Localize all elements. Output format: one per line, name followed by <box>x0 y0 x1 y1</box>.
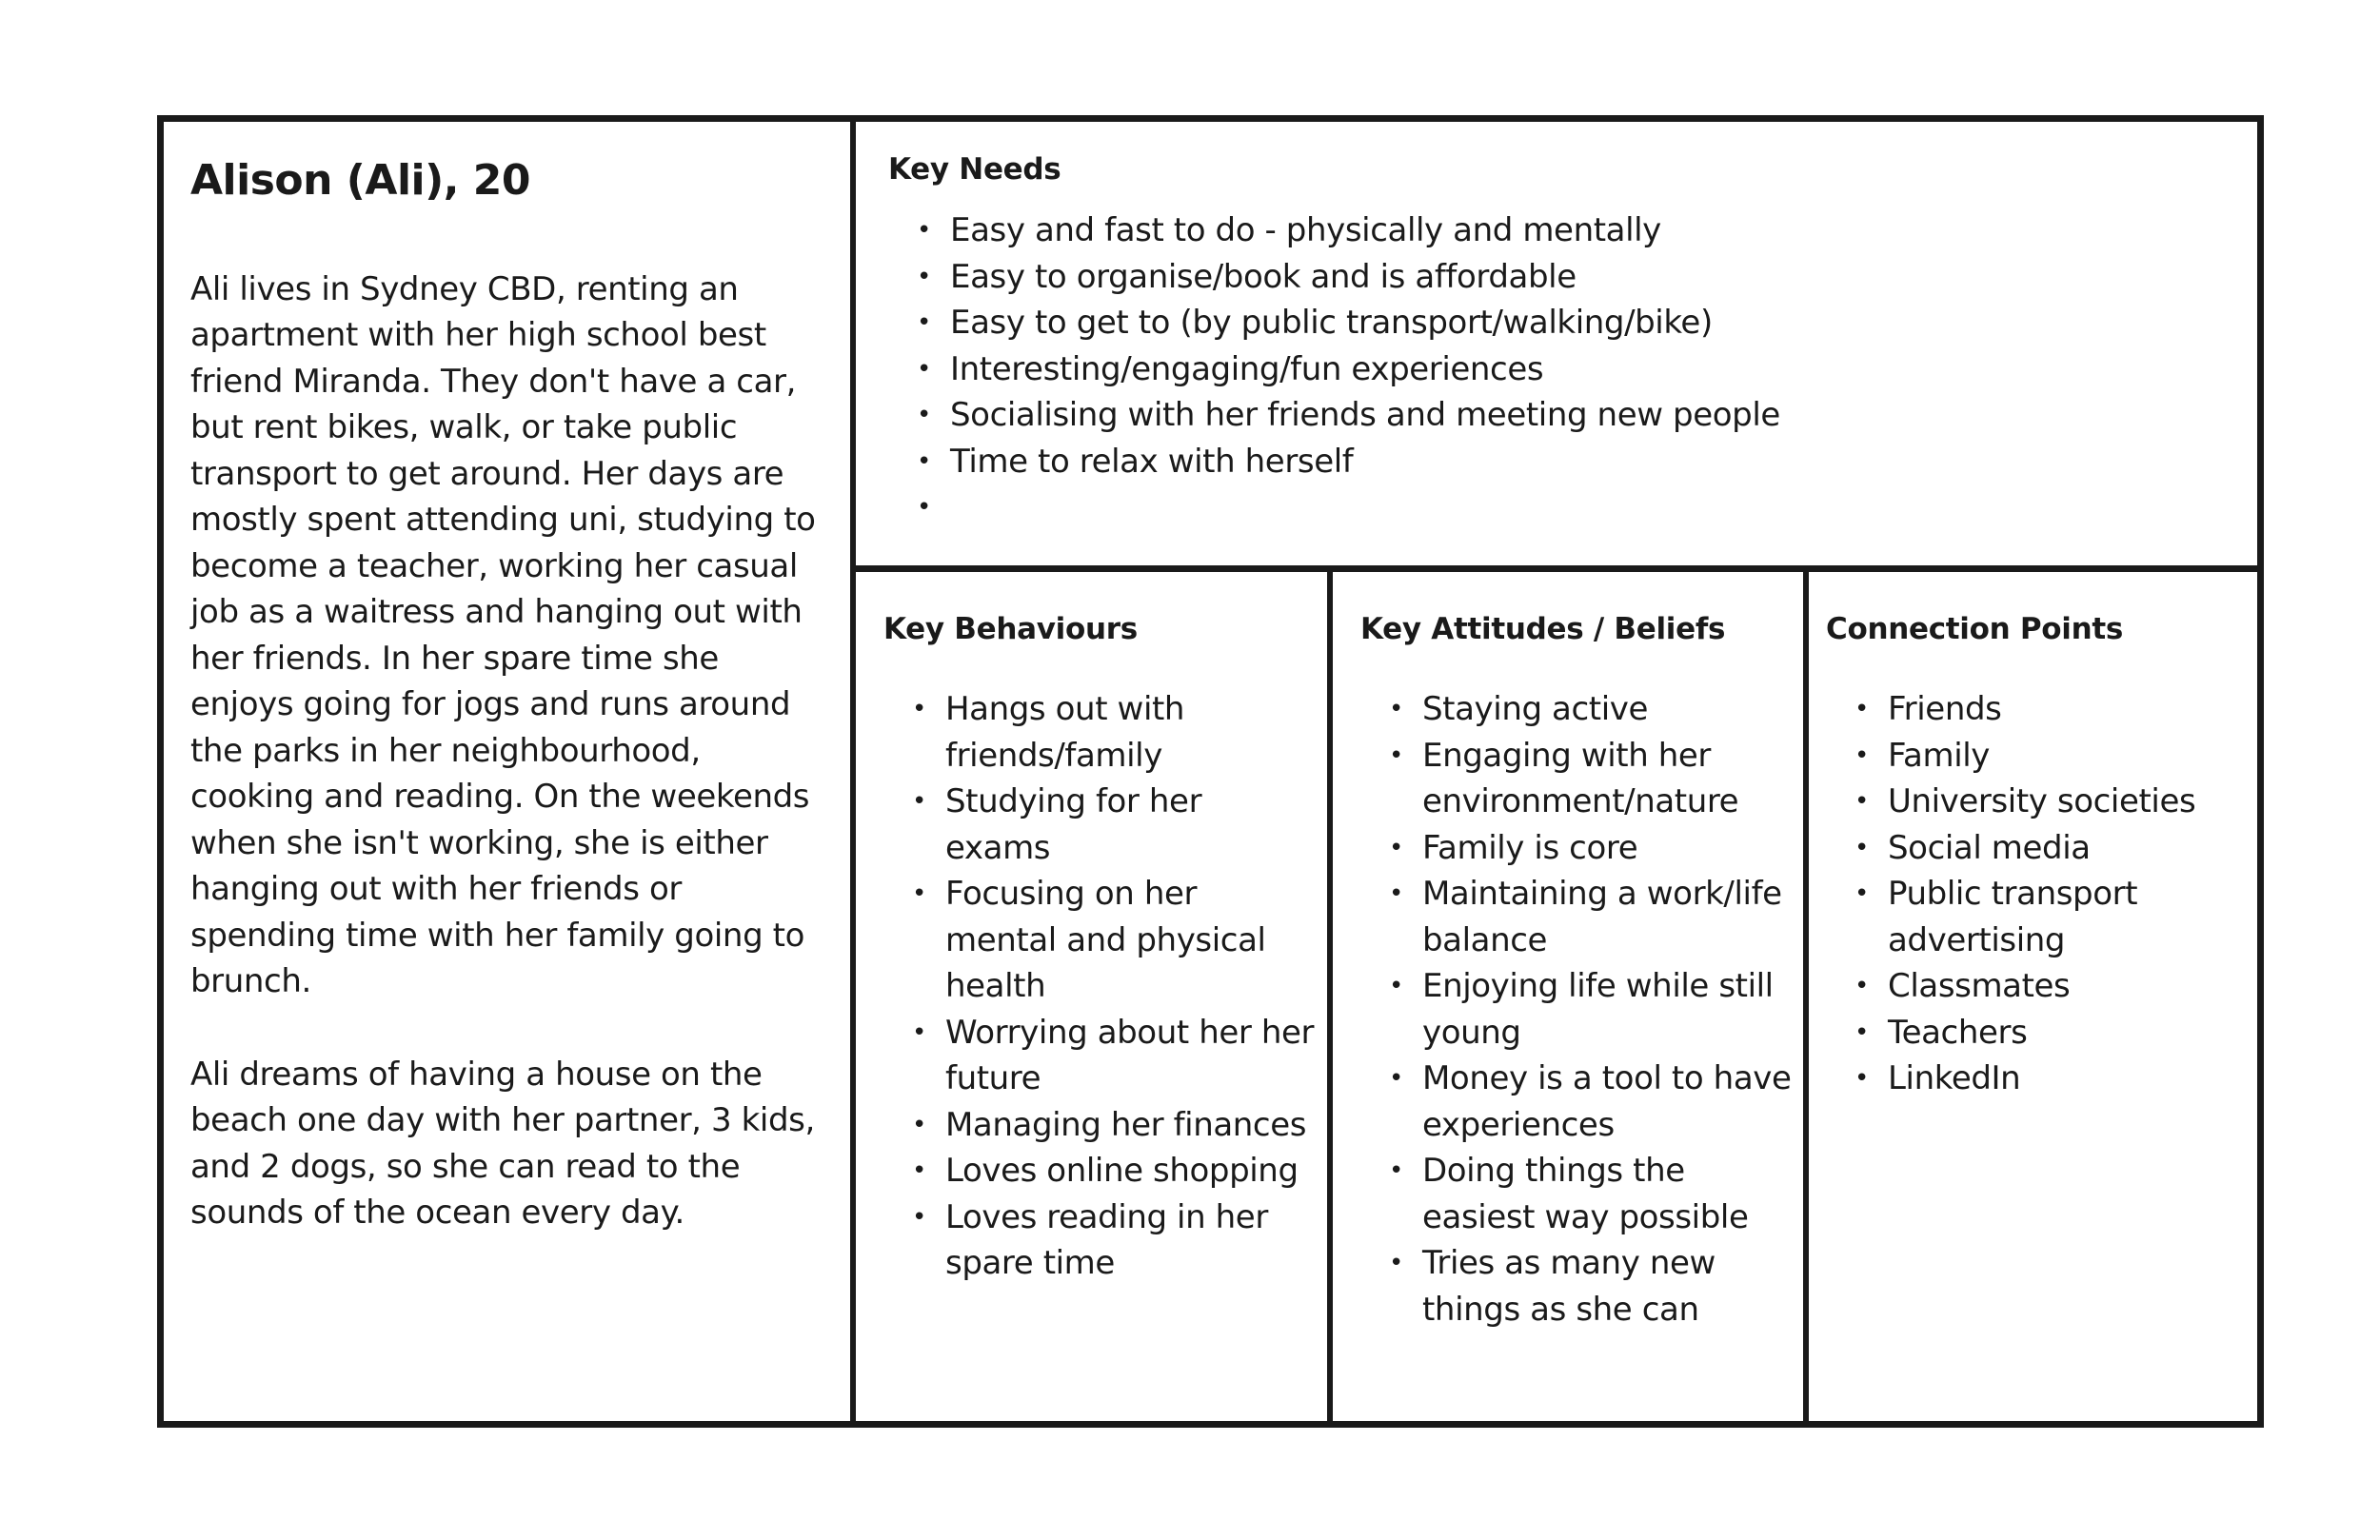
bullet-icon: • <box>917 262 931 291</box>
list-item: • Family <box>1826 733 2252 780</box>
bullet-icon: • <box>1389 833 1403 862</box>
list-item: • Tries as many new things as she can <box>1360 1240 1792 1333</box>
key-behaviours-heading: Key Behaviours <box>883 612 1138 646</box>
list-item: • Studying for her exams <box>883 779 1316 871</box>
persona-dream-paragraph: Ali dreams of having a house on the beach one day with her partner, 3 kids, and 2 dogs, so she can read to the sounds of the ocean every day. <box>190 1055 815 1233</box>
bullet-icon: • <box>1854 833 1869 862</box>
list-item: • Enjoying life while still young <box>1360 963 1792 1056</box>
key-behaviours-list <box>883 686 1316 1287</box>
key-needs-panel <box>856 122 2264 565</box>
bullet-icon: • <box>1389 972 1403 1001</box>
bullet-icon: • <box>1854 1017 1869 1047</box>
key-needs-heading: Key Needs <box>888 152 1061 187</box>
bullet-icon: • <box>912 879 926 909</box>
list-item: • Social media <box>1826 825 2252 872</box>
key-attitudes-panel <box>1333 572 1803 1422</box>
key-needs-list <box>888 207 2245 531</box>
bullet-icon: • <box>1389 1156 1403 1186</box>
bullet-icon: • <box>1389 879 1403 909</box>
list-item-empty <box>888 484 2245 531</box>
bullet-icon: • <box>1389 1249 1403 1278</box>
bullet-icon: • <box>912 695 926 724</box>
connection-points-heading: Connection Points <box>1826 612 2124 646</box>
bullet-icon: • <box>917 493 931 523</box>
list-item: • Managing her finances <box>883 1102 1316 1149</box>
list-item: • LinkedIn <box>1826 1056 2252 1102</box>
bullet-icon: • <box>1389 695 1403 724</box>
list-item: • Loves online shopping <box>883 1148 1316 1194</box>
list-item: • Classmates <box>1826 963 2252 1010</box>
list-item: • Money is a tool to have experiences <box>1360 1056 1792 1148</box>
list-item: • Easy to organise/book and is affordable <box>888 254 2245 301</box>
list-item: • Staying active <box>1360 686 1792 733</box>
connection-points-list <box>1826 686 2252 1102</box>
key-attitudes-heading: Key Attitudes / Beliefs <box>1360 612 1726 646</box>
list-item: • Easy to get to (by public transport/walking/bike) <box>888 300 2245 346</box>
bullet-icon: • <box>917 216 931 246</box>
bullet-icon: • <box>1854 787 1869 817</box>
list-item: • Easy and fast to do - physically and mentally <box>888 207 2245 254</box>
list-item: • University societies <box>1826 779 2252 825</box>
bullet-icon: • <box>1854 695 1869 724</box>
bullet-icon: • <box>917 308 931 338</box>
list-item: • Doing things the easiest way possible <box>1360 1148 1792 1240</box>
list-item: • Teachers <box>1826 1010 2252 1056</box>
horizontal-divider <box>856 565 2264 572</box>
persona-card <box>157 115 2264 1428</box>
list-item: • Engaging with her environment/nature <box>1360 733 1792 825</box>
list-item: • Loves reading in her spare time <box>883 1194 1316 1287</box>
bullet-icon: • <box>912 1110 926 1139</box>
connection-points-panel <box>1809 572 2264 1422</box>
bullet-icon: • <box>912 1017 926 1047</box>
bullet-icon: • <box>912 1202 926 1232</box>
key-attitudes-list <box>1360 686 1792 1333</box>
list-item: • Focusing on her mental and physical health <box>883 871 1316 1010</box>
list-item: • Maintaining a work/life balance <box>1360 871 1792 963</box>
list-item: • Interesting/engaging/fun experiences <box>888 346 2245 393</box>
bullet-icon: • <box>912 787 926 817</box>
bullet-icon: • <box>917 354 931 384</box>
bullet-icon: • <box>912 1156 926 1186</box>
list-item: • Hangs out with friends/family <box>883 686 1316 779</box>
bullet-icon: • <box>917 401 931 430</box>
bullet-icon: • <box>917 446 931 476</box>
list-item: • Public transport advertising <box>1826 871 2252 963</box>
bullet-icon: • <box>1854 879 1869 909</box>
bullet-icon: • <box>1854 1064 1869 1094</box>
list-item: • Family is core <box>1360 825 1792 872</box>
list-item: • Friends <box>1826 686 2252 733</box>
key-behaviours-panel <box>856 572 1327 1422</box>
list-item: • Worrying about her her future <box>883 1010 1316 1102</box>
bullet-icon: • <box>1854 740 1869 770</box>
list-item: • Socialising with her friends and meeting new people <box>888 392 2245 439</box>
list-item: • Time to relax with herself <box>888 439 2245 485</box>
persona-name: Alison (Ali), 20 <box>190 156 530 205</box>
bullet-icon: • <box>1389 740 1403 770</box>
bullet-icon: • <box>1854 972 1869 1001</box>
persona-bio-paragraph: Ali lives in Sydney CBD, renting an apartment with her high school best friend Miranda. They don't have a car, but rent bikes, walk, or take public transport to get around. Her days are mostly spent attending uni, studying to become a teacher, working her casual job as a waitress and hanging out with her friends. In her spare time she enjoys going for jogs and runs around the parks in her neighbourhood, cooking and reading. On the weekends when she isn't working, she is either hanging out with her friends or spending time with her family going to brunch. <box>190 269 816 1001</box>
bullet-icon: • <box>1389 1064 1403 1094</box>
persona-bio-panel <box>164 122 850 1421</box>
